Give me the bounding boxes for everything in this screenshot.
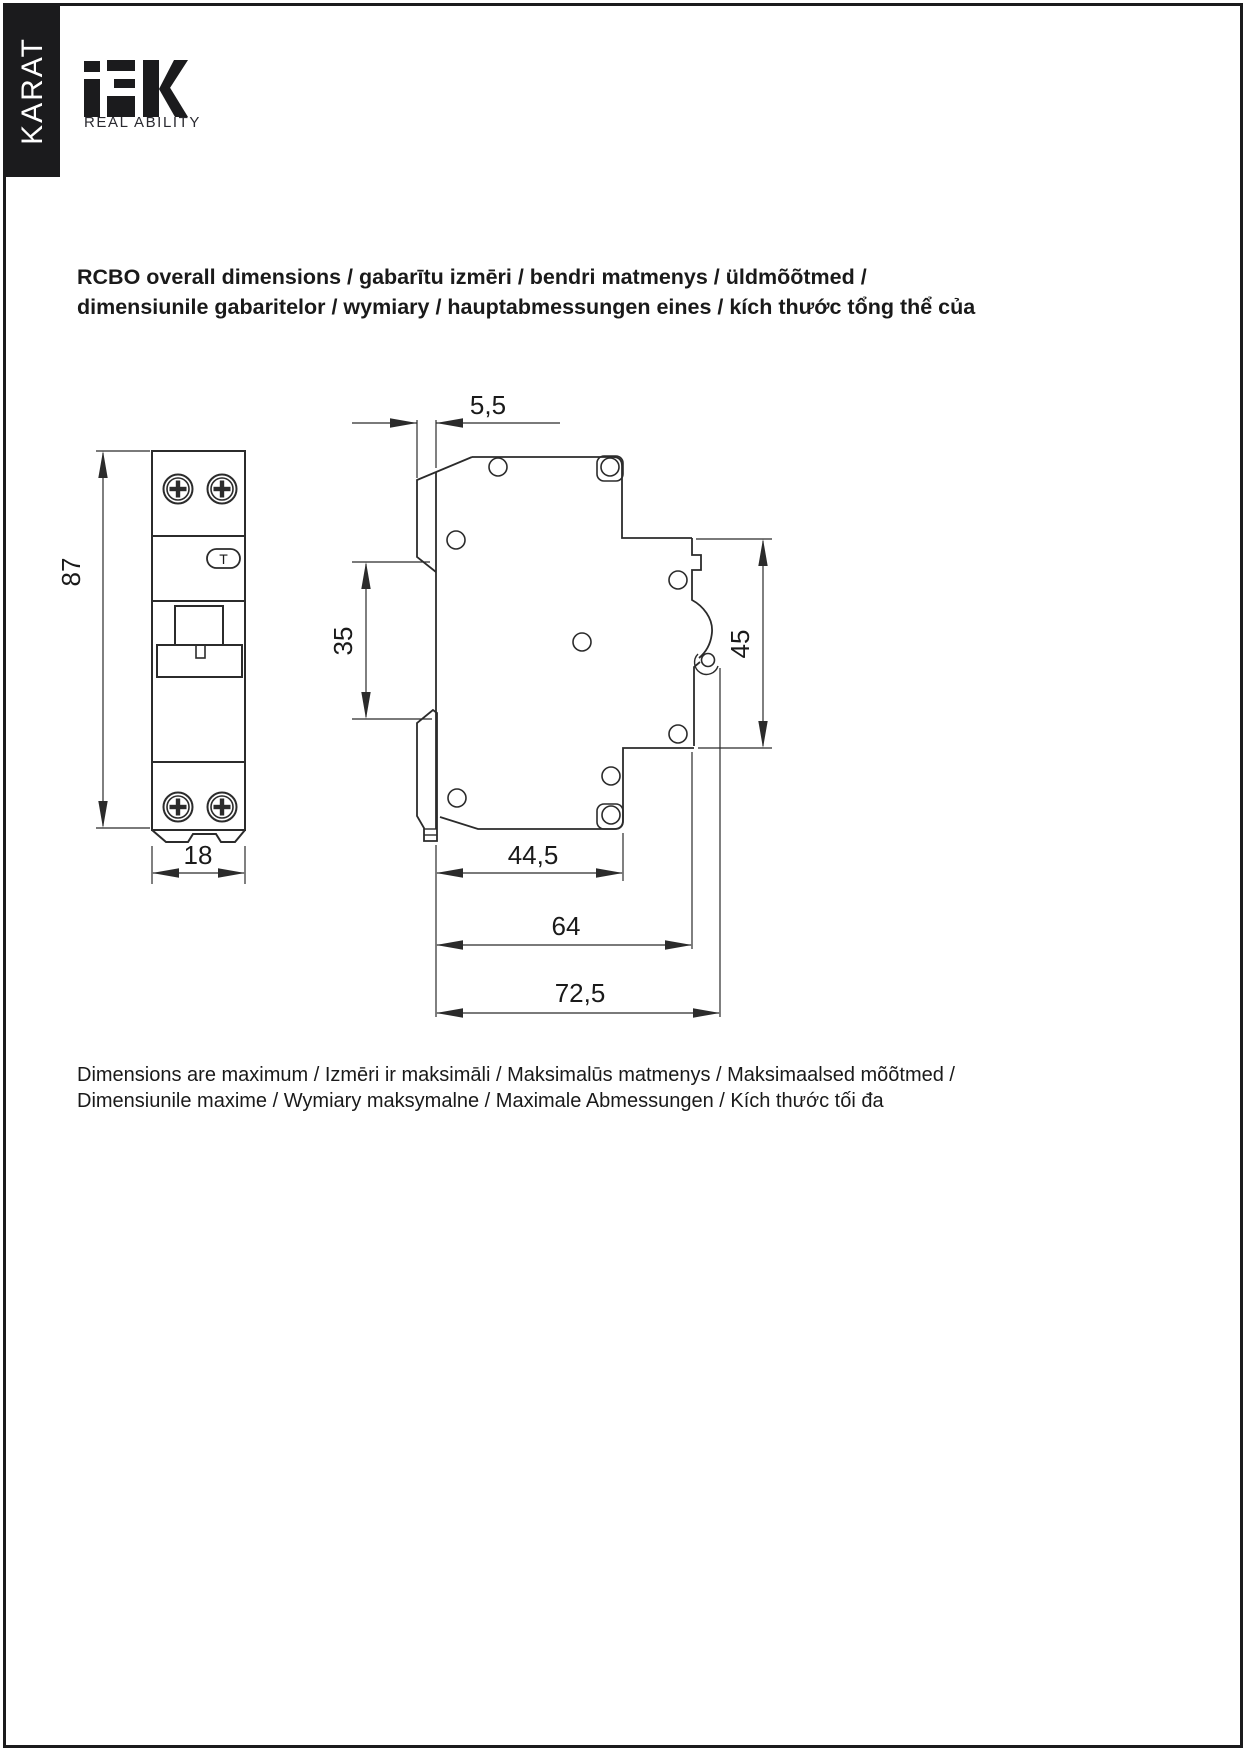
latch-pawl [702,654,715,667]
front-view-drawing [152,451,245,842]
dim-45-label: 45 [725,629,755,659]
footer-note-line1: Dimensions are maximum / Izmēri ir maksimāli / Maksimalūs matmenys / Maksimaalsed mõõtmed / [77,1064,955,1086]
dim-width-18-label: 18 [183,840,213,870]
rivet-holes [447,458,687,824]
dim-height-87-label: 87 [56,557,86,587]
dim-35-label: 35 [328,626,358,656]
footer-note [77,1062,1177,1114]
test-button-label: T [219,551,228,567]
dim-64-label: 64 [551,911,581,941]
page-title-line1: RCBO overall dimensions / gabarītu izmēri / bendri matmenys / üldmõõtmed / [77,265,867,289]
series-name-vertical-label: KARAT [15,37,49,145]
dim-44-5-label: 44,5 [507,840,559,870]
dim-72-5-label: 72,5 [554,978,606,1008]
side-view-drawing [417,456,718,841]
page-title-line2: dimensiunile gabaritelor / wymiary / hauptabmessungen eines / kích thước tổng thể của [77,295,976,319]
brand-tagline: REAL ABILITY [84,114,202,131]
dim-5-5-label: 5,5 [469,390,507,420]
screw-terminals [164,475,237,822]
footer-note-line2: Dimensiunile maxime / Wymiary maksymalne / Maximale Abmessungen / Kích thước tối đa [77,1090,884,1112]
